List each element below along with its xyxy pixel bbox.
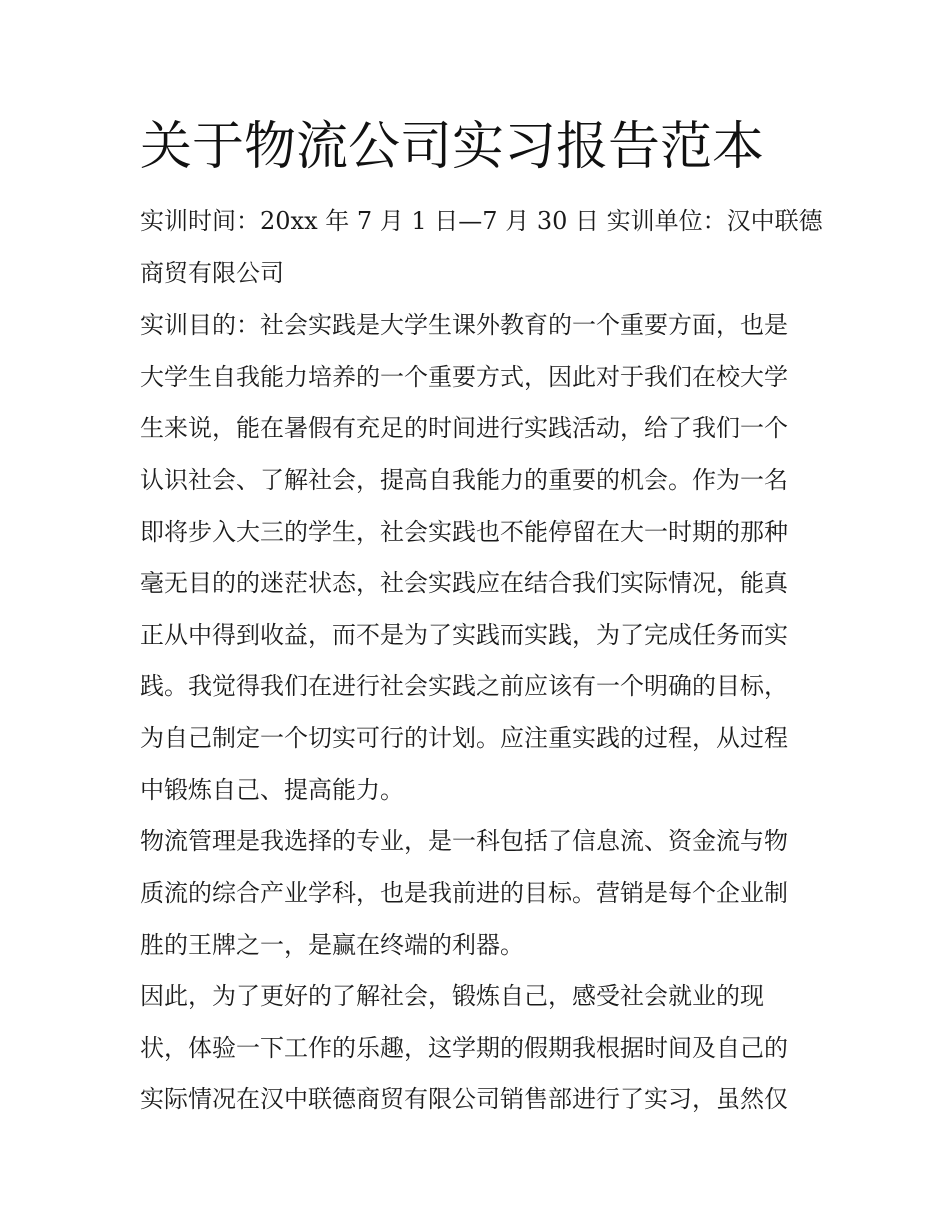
text-line: 实训时间：20xx 年 7 月 1 日—7 月 30 日 实训单位：汉中联德 (140, 207, 823, 235)
text-line: 胜的王牌之一，是赢在终端的利器。 (140, 931, 524, 959)
text-line: 物流管理是我选择的专业，是一科包括了信息流、资金流与物 (140, 827, 788, 855)
text-line: 因此，为了更好的了解社会，锻炼自己，感受社会就业的现 (140, 982, 764, 1010)
text-line: 商贸有限公司 (140, 259, 284, 287)
text-line: 践。我觉得我们在进行社会实践之前应该有一个明确的目标， (140, 672, 788, 700)
text-line: 生来说，能在暑假有充足的时间进行实践活动，给了我们一个 (140, 414, 788, 442)
text-line: 中锻炼自己、提高能力。 (140, 776, 404, 804)
text-line: 实际情况在汉中联德商贸有限公司销售部进行了实习，虽然仅 (140, 1085, 788, 1113)
text-line: 质流的综合产业学科，也是我前进的目标。营销是每个企业制 (140, 879, 788, 907)
document-title: 关于物流公司实习报告范本 (140, 117, 765, 177)
text-line: 正从中得到收益，而不是为了实践而实践，为了完成任务而实 (140, 621, 788, 649)
text-line: 即将步入大三的学生，社会实践也不能停留在大一时期的那种 (140, 518, 788, 546)
text-line: 毫无目的的迷茫状态，社会实践应在结合我们实际情况，能真 (140, 569, 788, 597)
text-line: 实训目的：社会实践是大学生课外教育的一个重要方面，也是 (140, 311, 788, 339)
text-line: 大学生自我能力培养的一个重要方式，因此对于我们在校大学 (140, 363, 788, 391)
text-line: 状，体验一下工作的乐趣，这学期的假期我根据时间及自己的 (140, 1034, 788, 1062)
text-line: 为自己制定一个切实可行的计划。应注重实践的过程，从过程 (140, 724, 788, 752)
text-line: 认识社会、了解社会，提高自我能力的重要的机会。作为一名 (140, 466, 788, 494)
